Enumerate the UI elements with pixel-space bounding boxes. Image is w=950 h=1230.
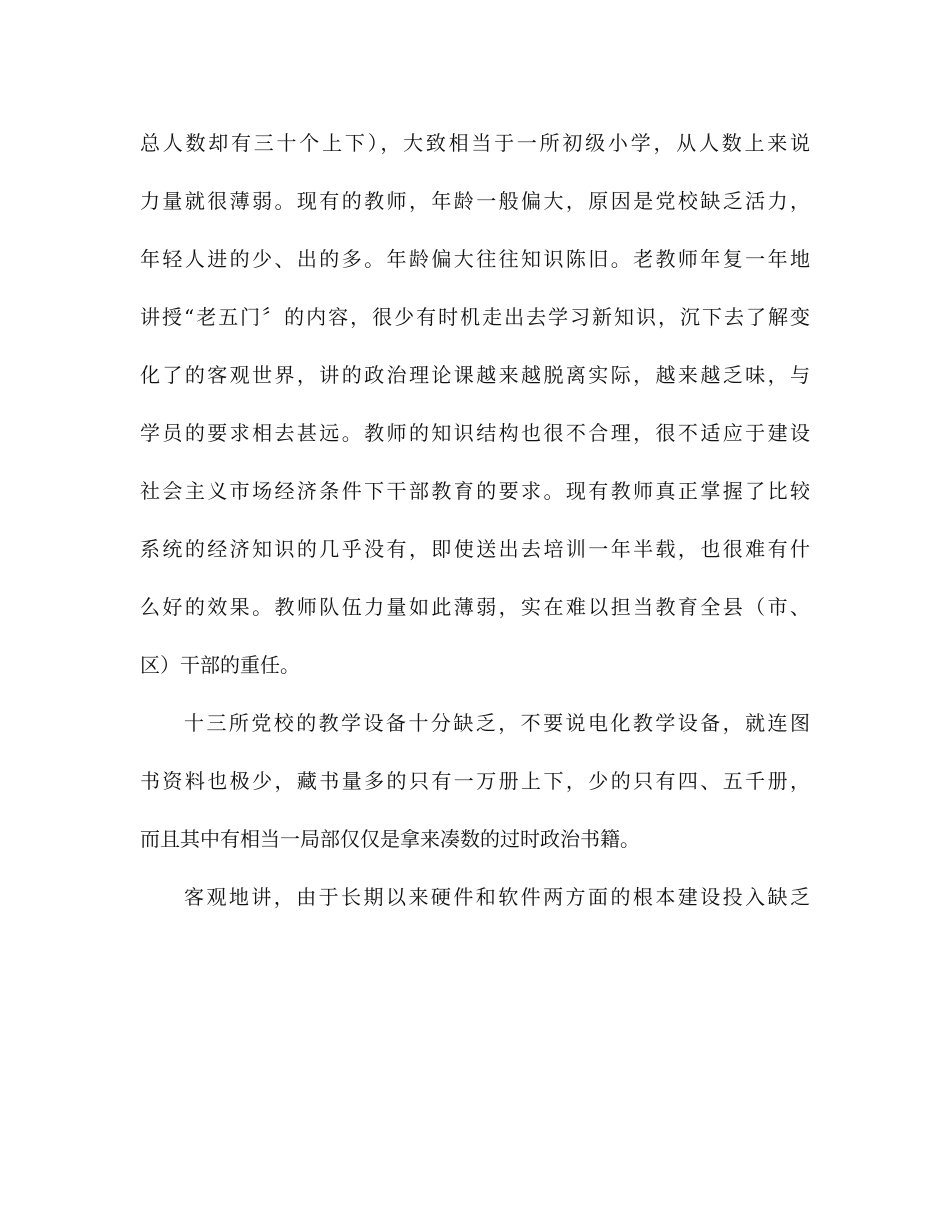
text-line: 学员的要求相去甚远。教师的知识结构也很不合理，很不适应于建设 <box>140 421 810 445</box>
text-line-paragraph-end: 区）干部的重任。 <box>140 653 300 677</box>
text-line-paragraph-start: 十三所党校的教学设备十分缺乏，不要说电化教学设备，就连图 <box>184 711 810 735</box>
text-line: 么好的效果。教师队伍力量如此薄弱，实在难以担当教育全县（市、 <box>140 595 810 619</box>
text-line: 社会主义市场经济条件下干部教育的要求。现有教师真正掌握了比较 <box>140 479 810 503</box>
text-line-paragraph-end: 而且其中有相当一局部仅仅是拿来凑数的过时政治书籍。 <box>140 827 640 851</box>
text-line: 讲授“老五门〞的内容，很少有时机走出去学习新知识，沉下去了解变 <box>140 305 810 329</box>
text-line: 力量就很薄弱。现有的教师，年龄一般偏大，原因是党校缺乏活力， <box>140 189 810 213</box>
text-line-paragraph-start: 客观地讲，由于长期以来硬件和软件两方面的根本建设投入缺乏 <box>184 885 810 909</box>
text-line: 总人数却有三十个上下），大致相当于一所初级小学，从人数上来说 <box>140 131 810 155</box>
text-line: 化了的客观世界，讲的政治理论课越来越脱离实际，越来越乏味，与 <box>140 363 810 387</box>
text-line: 年轻人进的少、出的多。年龄偏大往往知识陈旧。老教师年复一年地 <box>140 247 810 271</box>
text-line: 系统的经济知识的几乎没有，即使送出去培训一年半载，也很难有什 <box>140 537 810 561</box>
text-line: 书资料也极少，藏书量多的只有一万册上下，少的只有四、五千册， <box>140 769 810 793</box>
